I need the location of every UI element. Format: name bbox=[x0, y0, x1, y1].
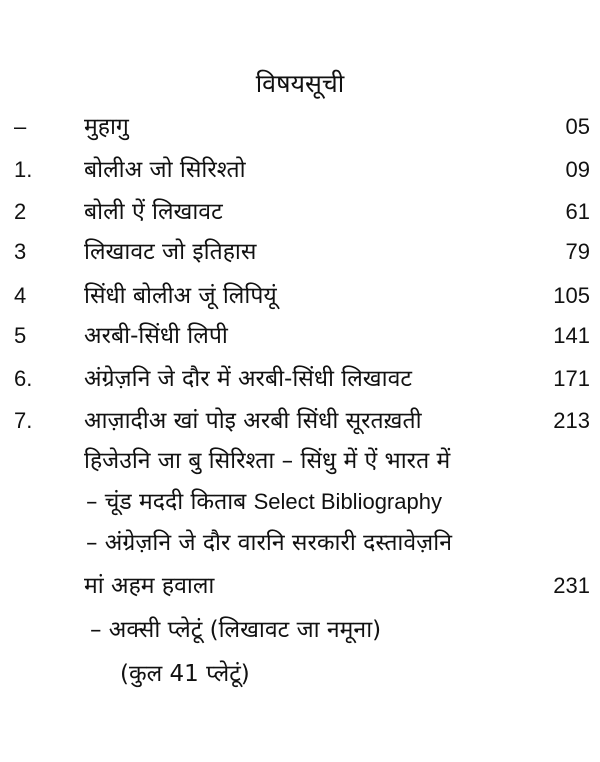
entry-number: 2 bbox=[14, 199, 27, 224]
entry-page: 141 bbox=[553, 323, 590, 348]
entry-title: लिखावट जो इतिहास bbox=[84, 239, 257, 265]
appendix-line bbox=[0, 441, 600, 481]
entry-number: 7. bbox=[14, 408, 33, 433]
appendix-text: – अक्सी प्लेटूं (लिखावट जा नमूना) bbox=[90, 617, 382, 643]
bibliography-prefix: – चूंड मददी किताब bbox=[86, 489, 254, 515]
entry-title: सिंधी बोलीअ जूं लिपियूं bbox=[84, 283, 277, 309]
entry-page: 231 bbox=[553, 573, 590, 598]
entry-number: 6. bbox=[14, 366, 33, 391]
entry-page: 61 bbox=[565, 199, 590, 224]
bibliography-latin: Select Bibliography bbox=[253, 489, 442, 514]
appendix-text: – अंग्रेज़नि जे दौर वारनि सरकारी दस्तावेज़नि bbox=[86, 530, 452, 556]
entry-page: 213 bbox=[553, 408, 590, 433]
entry-title: अरबी-सिंधी लिपी bbox=[84, 323, 228, 349]
entry-title: आज़ादीअ खां पोइ अरबी सिंधी सूरतख़ती bbox=[84, 408, 422, 434]
entry-title: बोलीअ जो सिरिश्तो bbox=[84, 157, 246, 183]
entry-number: 1. bbox=[14, 157, 33, 182]
toc-entry bbox=[0, 232, 600, 272]
toc-entry bbox=[0, 316, 600, 356]
entry-number: 5 bbox=[14, 323, 27, 348]
entry-title: मुहागु bbox=[84, 114, 129, 140]
entry-page: 171 bbox=[553, 366, 590, 391]
appendix-text: हिजेउनि जा बु सिरिश्ता – सिंधु में ऐं भारत में bbox=[84, 448, 451, 474]
toc-entry bbox=[0, 276, 600, 316]
toc-entry bbox=[0, 107, 600, 147]
entry-title: अंग्रेज़नि जे दौर में अरबी-सिंधी लिखावट bbox=[84, 366, 412, 392]
page-title: विषयसूची bbox=[255, 69, 345, 98]
appendix-line bbox=[0, 654, 600, 694]
appendix-text: (कुल 41 प्लेटूं) bbox=[120, 661, 250, 687]
entry-title: बोली ऐं लिखावट bbox=[84, 199, 223, 225]
entry-page: 79 bbox=[565, 239, 590, 264]
toc-entry bbox=[0, 401, 600, 441]
entry-page: 05 bbox=[565, 114, 590, 139]
appendix-line bbox=[0, 566, 600, 606]
toc-entry bbox=[0, 359, 600, 399]
appendix-text: मां अहम हवाला bbox=[84, 573, 215, 599]
toc-entry bbox=[0, 150, 600, 190]
appendix-line bbox=[0, 482, 600, 522]
appendix-line bbox=[0, 523, 600, 563]
entry-page: 09 bbox=[565, 157, 590, 182]
toc-entry bbox=[0, 192, 600, 232]
entry-number: 3 bbox=[14, 239, 27, 264]
entry-number: 4 bbox=[14, 283, 27, 308]
appendix-text bbox=[86, 482, 442, 522]
entry-number: – bbox=[14, 114, 27, 139]
appendix-line bbox=[0, 610, 600, 650]
entry-page: 105 bbox=[553, 283, 590, 308]
